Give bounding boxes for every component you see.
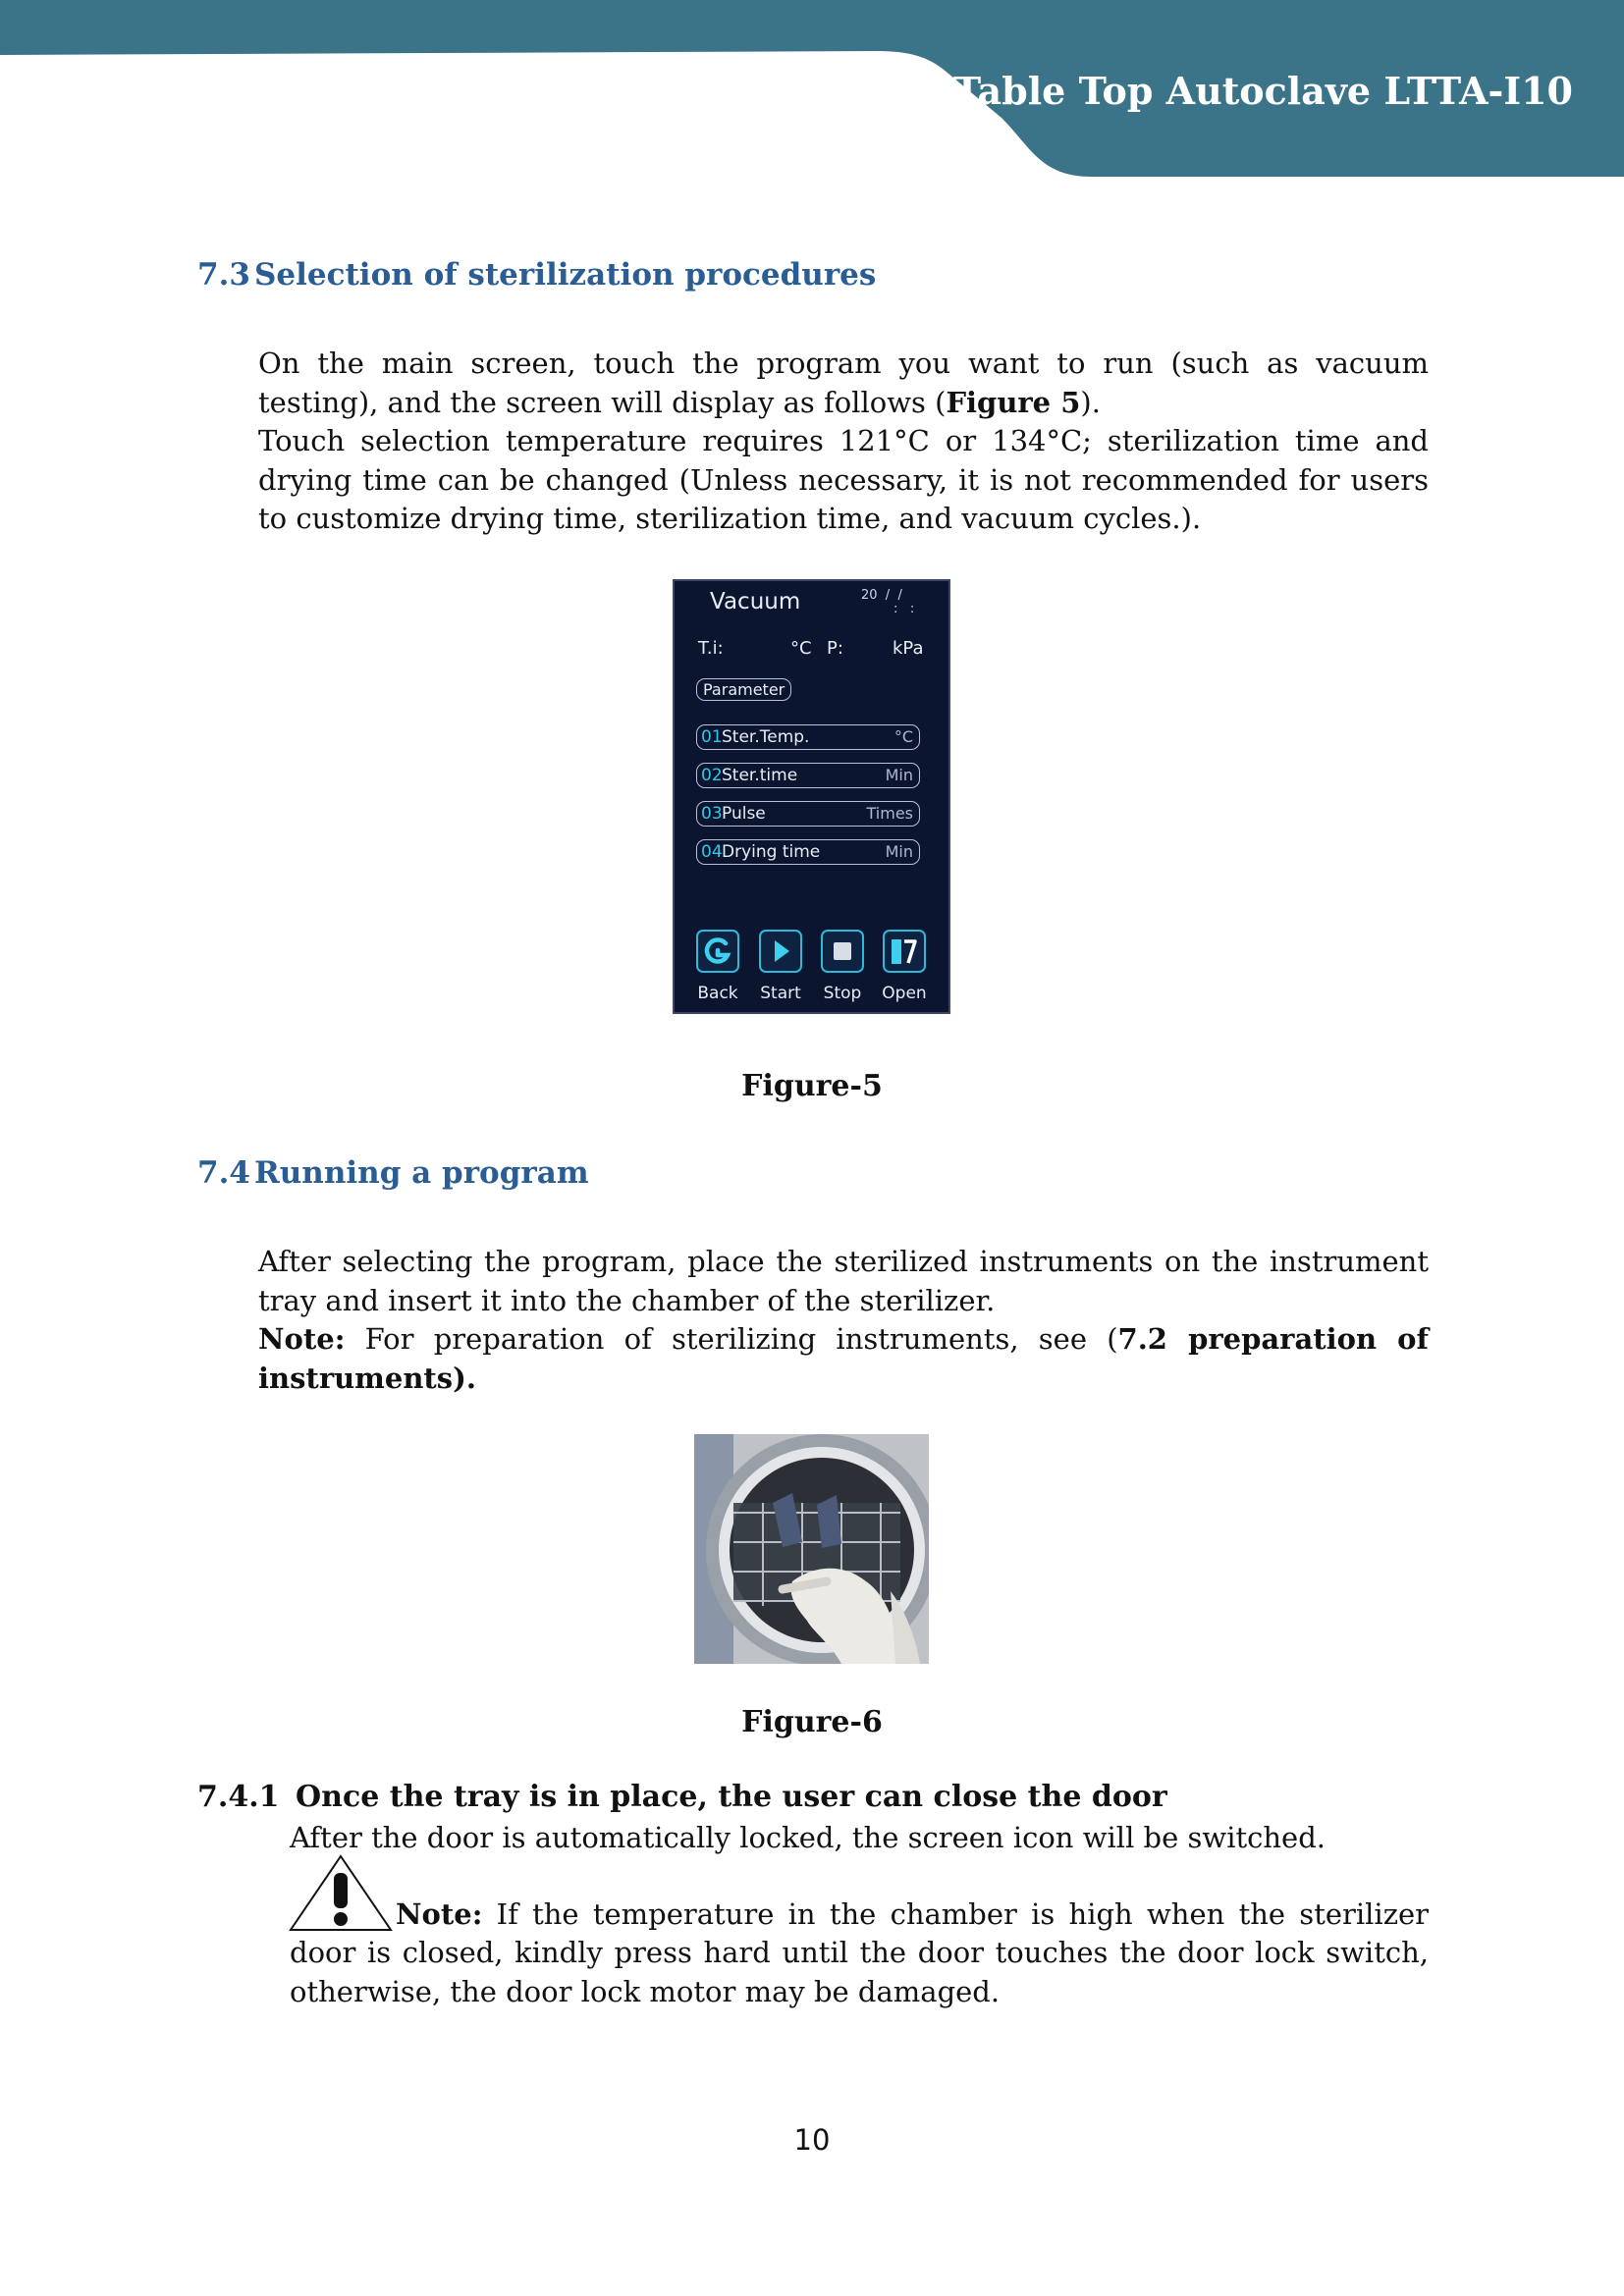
subsection-number: 7.4.1 xyxy=(197,1780,280,1814)
temperature-unit: °C xyxy=(790,638,812,659)
parameter-row-ster-temp[interactable] xyxy=(696,724,920,750)
row-unit: °C xyxy=(893,727,913,746)
subsection-heading-7-4-1 xyxy=(197,1780,1167,1814)
start-button[interactable] xyxy=(759,930,802,973)
note-label: Note: xyxy=(258,1322,346,1356)
row-unit: Min xyxy=(885,842,913,861)
row-label: Drying time xyxy=(722,842,821,862)
row-label: Pulse xyxy=(722,804,766,824)
paragraph xyxy=(258,345,1429,422)
section-7-4-body xyxy=(258,1243,1429,1398)
section-number: 7.4 xyxy=(197,1155,250,1191)
note-reference: 7.2 preparation of instruments). xyxy=(258,1322,1429,1395)
start-label: Start xyxy=(760,984,801,1003)
warning-icon xyxy=(288,1853,394,1934)
date-time-readout: 20 / / : : xyxy=(861,588,915,616)
row-number: 04 xyxy=(701,842,723,862)
note-paragraph xyxy=(258,1320,1429,1398)
figure-reference: Figure 5 xyxy=(946,385,1081,419)
door-open-icon xyxy=(885,932,924,971)
stop-icon xyxy=(823,932,862,971)
stop-button[interactable] xyxy=(821,930,864,973)
section-number: 7.3 xyxy=(197,257,250,293)
paragraph-text: On the main screen, touch the program you want to run (such as vacuum testing), and the screen will display as follows ( xyxy=(258,347,1429,419)
section-heading-7-3 xyxy=(197,257,876,293)
section-7-3-body xyxy=(258,345,1429,539)
note-label: Note: xyxy=(396,1896,483,1931)
parameter-row-drying-time[interactable] xyxy=(696,839,920,865)
section-title: Selection of sterilization procedures xyxy=(254,257,877,293)
row-label: Ster.time xyxy=(722,766,798,785)
row-unit: Min xyxy=(885,766,913,784)
parameter-row-pulse[interactable] xyxy=(696,801,920,827)
row-number: 03 xyxy=(701,804,723,824)
pressure-unit: kPa xyxy=(893,638,924,659)
parameter-row-ster-time[interactable] xyxy=(696,763,920,788)
device-screen xyxy=(673,579,950,1014)
row-label: Ster.Temp. xyxy=(722,727,810,747)
temperature-label: T.i: xyxy=(698,638,724,659)
document-header-title: Table Top Autoclave LTTA-I10 xyxy=(952,69,1573,113)
open-label: Open xyxy=(882,984,927,1003)
row-unit: Times xyxy=(866,804,913,823)
play-icon xyxy=(761,932,800,971)
section-title: Running a program xyxy=(254,1155,589,1191)
back-label: Back xyxy=(697,984,738,1003)
row-number: 02 xyxy=(701,766,723,785)
stop-label: Stop xyxy=(823,984,862,1003)
program-title: Vacuum xyxy=(710,589,801,614)
back-icon xyxy=(698,932,737,971)
paragraph: Touch selection temperature requires 121°C or 134°C; sterilization time and drying time can be changed (Unless necessary, it is not recommended for users to customize drying time, sterilization time, and vacuum cycles.). xyxy=(258,424,1429,535)
note-paragraph xyxy=(290,1896,1429,2012)
pressure-label: P: xyxy=(827,638,843,659)
note-text: For preparation of sterilizing instruments, see ( xyxy=(345,1322,1118,1356)
row-number: 01 xyxy=(701,727,723,747)
section-heading-7-4 xyxy=(197,1155,589,1191)
figure-6-caption: Figure-6 xyxy=(741,1705,883,1739)
paragraph: After the door is automatically locked, the screen icon will be switched. xyxy=(290,1821,1326,1854)
subsection-title: Once the tray is in place, the user can close the door xyxy=(296,1780,1167,1814)
page-number: 10 xyxy=(793,2123,831,2157)
paragraph: After selecting the program, place the sterilized instruments on the instrument tray and insert it into the chamber of the sterilizer. xyxy=(258,1245,1429,1317)
figure-5-caption: Figure-5 xyxy=(741,1069,883,1103)
paragraph-text: ). xyxy=(1080,385,1101,419)
tray-insertion-photo xyxy=(694,1434,929,1664)
open-button[interactable] xyxy=(883,930,926,973)
back-button[interactable] xyxy=(696,930,739,973)
parameter-tab[interactable]: Parameter xyxy=(696,678,791,701)
note-text: If the temperature in the chamber is high when the sterilizer door is closed, kindly press hard until the door touches the door lock switch, otherwise, the door lock motor may be damaged. xyxy=(290,1896,1429,2008)
section-7-4-1-body xyxy=(290,1819,1429,2011)
